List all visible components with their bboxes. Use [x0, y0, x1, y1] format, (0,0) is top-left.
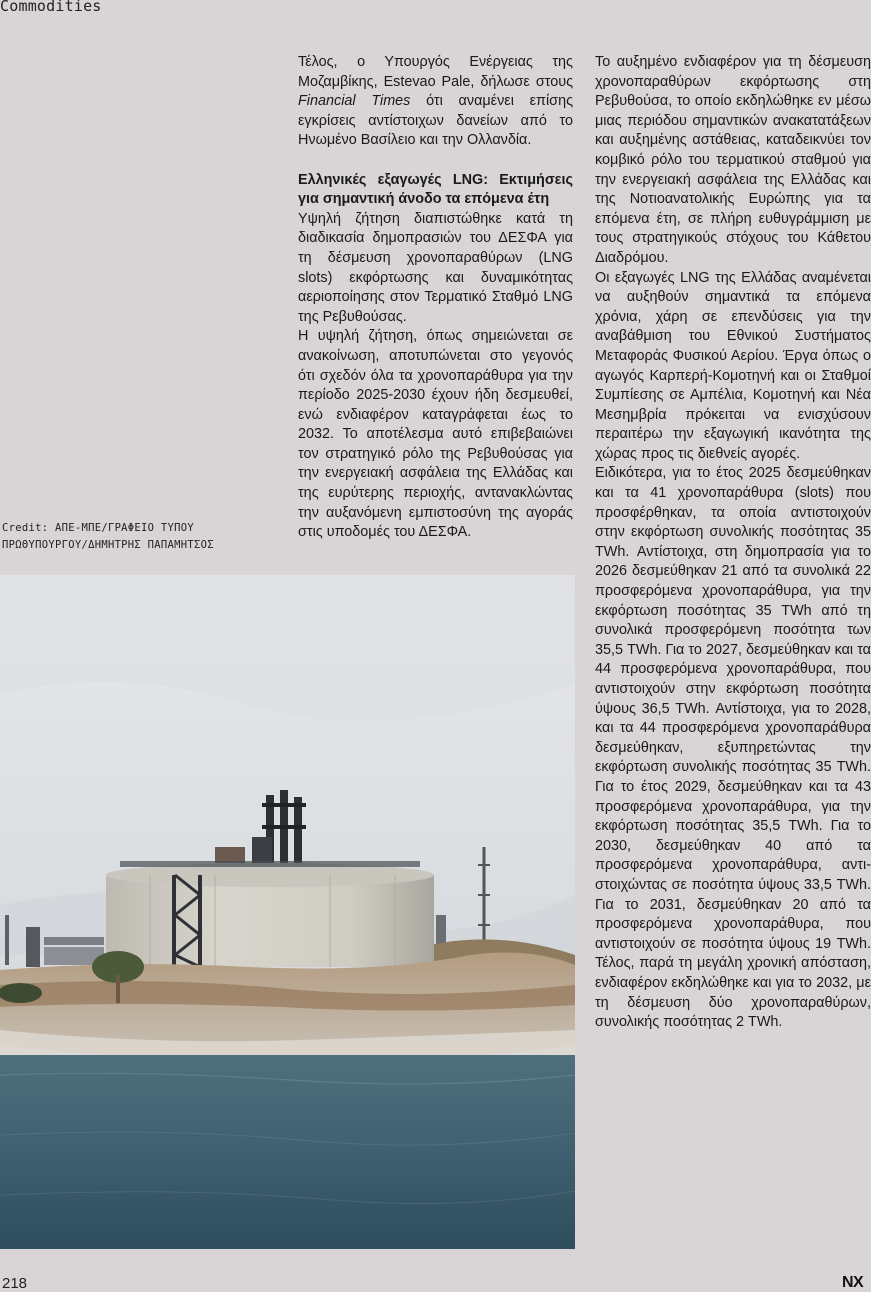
intro-publication-name: Financial Times — [298, 93, 411, 110]
paragraph-4: Οι εξαγωγές LNG της Ελλάδας αναμένεται να αυξηθούν σημαντικά τα επόμενα χρόνια, χάρη σε επενδύσεις για την αναβάθμιση του Εθνικού Συστήματος Μεταφοράς Φυσικού Αερίου. Έργα όπως ο αγωγός Καρπερή-Κομοτηνή και οι Σταθμοί Συμπίεσης σε Αμπέλια, Κομοτηνή και Νέα Μεσημβρία πρόκειται να ενισχύσουν περαιτέρω την εξαγωγική ικανότητα της χώρας προς τις διεθνείς αγορές. — [595, 269, 871, 462]
intro-text-start: Τέλος, ο Υπουργός Ενέργειας της Μοζαμβίκης, Estevao Pale, δήλωσε στους — [298, 54, 573, 90]
page-number: 218 — [2, 1275, 28, 1292]
paragraph-3: Το αυξημένο ενδιαφέρον για τη δέσμευση χρονοπαραθύρων εκφόρτωσης στη Ρεβυθούσα, το οποίο εκδηλώθηκε εν μέσω μιας περιόδου σημαντικών ανακατατάξεων και αυξημένης αστάθειας, καταδεικνύει τον κομβικό ρόλο του τερματικού σταθμού για την ενεργειακή ασφάλεια της Ελλάδας και της Νοτιοανατολικής Ευρώπης για τα επόμενα έτη, σε πλήρη ευθυγράμμιση με τους στρατηγικούς στόχους του Κάθετου Διαδρόμου. — [595, 54, 871, 266]
intro-paragraph — [298, 53, 573, 151]
paragraph-2: Η υψηλή ζήτηση, όπως σημειώνεται σε ανακοίνωση, αποτυπώνεται στο γεγονός ότι σχεδόν όλα τα χρονοπαράθυρα για την περίοδο 2025-2030 έχουν ήδη δεσμευθεί, ενώ ενδιαφέρον καταγράφεται έως το 2032. Το αποτέλεσμα αυτό επιβεβαιώνει τον στρατηγικό ρόλο της Ρεβυθούσας για την ενεργειακή ασφάλεια της Ελλάδας και της ευρύτερης περιοχής, αντανακλώντας την αυξανόμενη εμπιστοσύνη της αγοράς στις υποδομές του ΔΕΣΦΑ. — [298, 328, 573, 541]
intro-text-end: ότι αναμένει επίσης εγκρίσεις αντίστοιχων δανείων από το Ηνωμένο Βασίλειο και την Ολλανδία. — [298, 93, 574, 149]
magazine-logo: NX — [842, 1274, 864, 1291]
paragraph-1: Υψηλή ζήτηση διαπιστώθηκε κατά τη διαδικασία δημοπρασιών του ΔΕΣΦΑ για τη δέσμευση χρονοπαραθύρων (LNG slots) εκφόρτωσης και δυναμικότητας αεριοποίησης στον Τερματικό Σταθμό LNG της Ρεβυθούσας. — [298, 210, 573, 325]
photo-credit-line-2: ΠΡΩΘΥΠΟΥΡΓΟΥ/ΔΗΜΗΤΡΗΣ ΠΑΠΑΜΗΤΣΟΣ — [2, 539, 214, 551]
lng-terminal-photo — [0, 575, 575, 1249]
photo-credit-line-1: Credit: ΑΠΕ-ΜΠΕ/ΓΡΑΦΕΙΟ ΤΥΠΟΥ — [2, 522, 195, 534]
paragraph-5: Ειδικότερα, για το έτος 2025 δεσμεύθηκαν και τα 41 χρονοπαράθυρα (slots) που προσφέρθηκαν, τα οποία αντιστοιχούν στην εκφόρτωση συνολικής ποσότητας 35 TWh. Αντίστοιχα, στη δημοπρασία για το 2026 δεσμεύθηκαν 21 από τα συνολικά 22 προσφερόμενα χρονοπαράθυρα, για την εκφόρτωση ποσότητας 35 TWh από τη συνολικά προσφερόμενη ποσότητα των 35,5 TWh. Για το 2027, δεσμεύθηκαν και τα 44 προσφερόμενα χρονοπαράθυρα, που αντιστοιχούν στην εκφόρτωση ποσότητα ύψους 36,5 TWh. Αντίστοιχα, για το 2028, και τα 44 προσφερόμενα χρονοπαράθυρα δεσμεύθηκαν, εξυπηρετώντας την εκφόρτωση συνολικής ποσότητας 35 TWh. Για το έτος 2029, δεσμεύθηκαν και τα 43 προσφερόμενα χρονοπαράθυρα, για την εκφόρτωση ποσότητας 35,5 TWh. Για το 2030, δεσμεύθηκαν 40 από τα προσφερόμενα χρονοπαράθυρα, αντιστοιχώντας σε ποσότητα ύψους 33,5 TWh. Για το 2031, δεσμεύθηκαν 20 από τα προσφερόμενα χρονοπαράθυρα, που αντιστοιχούν σε ποσότητα ύψους 19 TWh. Τέλος, παρά τη μεγάλη χρονική απόσταση, ενδιαφέρον εκδηλώθηκε και για το 2032, με τη δέσμευση δύο χρονοπαραθύρων, συνολικής ποσότητας 2 TWh. — [595, 465, 871, 1031]
article-column-1 — [298, 53, 573, 543]
section-heading: Ελληνικές εξαγωγές LNG: Εκτιμήσεις για σημαντική άνοδο τα επόμενα έτη — [298, 171, 573, 208]
sea — [0, 1055, 575, 1249]
photo-credit — [2, 520, 214, 554]
article-column-2 — [595, 53, 871, 1033]
section-label: Commodities — [0, 0, 102, 15]
